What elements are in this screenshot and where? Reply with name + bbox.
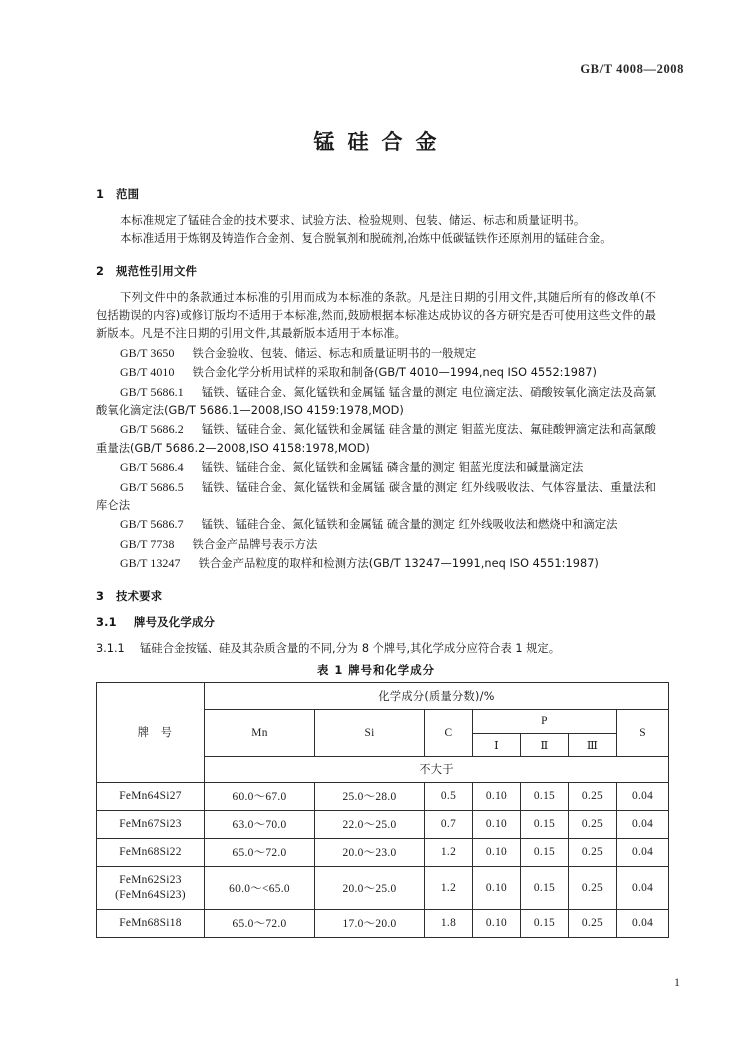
table-header-mn: Mn	[205, 709, 315, 756]
cell-p1: 0.10	[473, 782, 521, 810]
section-title-2: 规范性引用文件	[116, 263, 198, 278]
table-header-p-1: Ⅰ	[473, 733, 521, 756]
cell-grade	[97, 866, 205, 909]
cell-p2: 0.15	[521, 866, 569, 909]
table-header-p-3: Ⅲ	[569, 733, 617, 756]
section-number-3: 3	[96, 588, 105, 603]
cell-grade: FeMn67Si23	[97, 810, 205, 838]
section-number-2: 2	[96, 263, 105, 278]
section-heading-3-1	[96, 614, 656, 631]
cell-si: 17.0～20.0	[315, 909, 425, 937]
clause-text-3-1-1: 锰硅合金按锰、硅及其杂质含量的不同,分为 8 个牌号,其化学成分应符合表 1 规定。	[140, 641, 561, 655]
cell-c: 1.8	[425, 909, 473, 937]
cell-p1: 0.10	[473, 909, 521, 937]
section-number-3-1: 3.1	[96, 614, 117, 629]
cell-c: 1.2	[425, 838, 473, 866]
section-title-3: 技术要求	[116, 588, 163, 603]
section-number-1: 1	[96, 187, 105, 201]
cell-p1: 0.10	[473, 838, 521, 866]
section-title-3-1: 牌号及化学成分	[134, 614, 216, 629]
cell-grade-primary: FeMn62Si23	[119, 873, 182, 886]
cell-si: 20.0～25.0	[315, 866, 425, 909]
table-row	[97, 810, 669, 838]
section-title-1: 范围	[116, 187, 140, 201]
cell-p3: 0.25	[569, 866, 617, 909]
reference-item	[96, 478, 656, 516]
table-header-composition: 化学成分(质量分数)/%	[205, 682, 669, 709]
document-body	[96, 186, 656, 938]
reference-item	[96, 383, 656, 421]
cell-grade: FeMn68Si22	[97, 838, 205, 866]
cell-mn: 63.0～70.0	[205, 810, 315, 838]
cell-p2: 0.15	[521, 810, 569, 838]
running-header-standard-number: GB/T 4008—2008	[580, 62, 684, 76]
reference-item	[96, 363, 656, 382]
table-row	[97, 838, 669, 866]
cell-mn: 60.0～67.0	[205, 782, 315, 810]
cell-grade: FeMn64Si27	[97, 782, 205, 810]
reference-item	[96, 515, 656, 534]
reference-text: 铁合金化学分析用试样的采取和制备(GB/T 4010—1994,neq ISO 4552:1987)	[192, 366, 597, 380]
cell-p1: 0.10	[473, 866, 521, 909]
table-row	[97, 866, 669, 909]
page-title: 锰硅合金	[313, 130, 450, 154]
cell-mn: 65.0～72.0	[205, 838, 315, 866]
table-row	[97, 782, 669, 810]
table-header-si: Si	[315, 709, 425, 756]
reference-item	[96, 554, 656, 573]
table-row	[97, 909, 669, 937]
reference-code: GB/T 5686.2	[120, 422, 184, 437]
reference-text: 锰铁、锰硅合金、氮化锰铁和金属锰 碳含量的测定 红外线吸收法、气体容量法、重量法和库仑法	[96, 480, 656, 512]
cell-grade: FeMn68Si18	[97, 909, 205, 937]
cell-si: 25.0～28.0	[315, 782, 425, 810]
cell-s: 0.04	[617, 838, 669, 866]
cell-p3: 0.25	[569, 909, 617, 937]
cell-grade-alternate: (FeMn64Si23)	[115, 888, 186, 901]
table-header-c: C	[425, 709, 473, 756]
reference-text: 锰铁、锰硅合金、氮化锰铁和金属锰 硅含量的测定 钼蓝光度法、氟硅酸钾滴定法和高氯酸重量法(GB/T 5686.2—2008,ISO 4158:1978,MOD)	[96, 423, 656, 455]
section-1-paragraph-1: 本标准规定了锰硅合金的技术要求、试验方法、检验规则、包装、储运、标志和质量证明书。	[120, 214, 586, 228]
section-2-intro: 下列文件中的条款通过本标准的引用而成为本标准的条款。凡是注日期的引用文件,其随后所有的修改单(不包括勘误的内容)或修订版均不适用于本标准,然而,鼓励根据本标准达成协议的各方研究是否可使用这些文件的最新版本。凡是不注日期的引用文件,其最新版本适用于本标准。	[96, 290, 656, 341]
cell-c: 0.7	[425, 810, 473, 838]
section-1-paragraph-2: 本标准适用于炼钢及铸造作合金剂、复合脱氧剂和脱硫剂,冶炼中低碳锰铁作还原剂用的锰硅合金。	[120, 232, 612, 246]
cell-s: 0.04	[617, 810, 669, 838]
reference-text: 锰铁、锰硅合金、氮化锰铁和金属锰 硫含量的测定 红外线吸收法和燃烧中和滴定法	[201, 518, 618, 532]
cell-p3: 0.25	[569, 810, 617, 838]
table-1-caption: 表 1 牌号和化学成分	[317, 662, 435, 677]
cell-p3: 0.25	[569, 782, 617, 810]
reference-code: GB/T 5686.4	[120, 460, 184, 475]
reference-item	[96, 458, 656, 477]
section-heading-1	[96, 186, 656, 203]
reference-item	[96, 344, 656, 363]
cell-c: 1.2	[425, 866, 473, 909]
reference-code: GB/T 7738	[120, 536, 175, 551]
section-heading-2	[96, 263, 656, 280]
section-heading-3	[96, 588, 656, 605]
cell-s: 0.04	[617, 866, 669, 909]
clause-number-3-1-1: 3.1.1	[96, 641, 125, 655]
cell-p2: 0.15	[521, 838, 569, 866]
table-header-limit: 不大于	[205, 756, 669, 782]
reference-code: GB/T 5686.1	[120, 384, 184, 399]
reference-item	[96, 420, 656, 458]
reference-code: GB/T 4010	[120, 365, 175, 380]
cell-p3: 0.25	[569, 838, 617, 866]
clause-3-1-1	[96, 640, 656, 658]
reference-item	[96, 535, 656, 554]
page-number: 1	[674, 975, 680, 989]
cell-si: 22.0～25.0	[315, 810, 425, 838]
reference-text: 锰铁、锰硅合金、氮化锰铁和金属锰 磷含量的测定 钼蓝光度法和碱量滴定法	[201, 461, 584, 475]
reference-text: 锰铁、锰硅合金、氮化锰铁和金属锰 锰含量的测定 电位滴定法、硝酸铵氧化滴定法及高氯酸氧化滴定法(GB/T 5686.1—2008,ISO 4159:1978,MOD)	[96, 385, 656, 417]
normative-references-list	[96, 344, 656, 574]
cell-p1: 0.10	[473, 810, 521, 838]
table-header-p: P	[473, 709, 617, 733]
cell-p2: 0.15	[521, 909, 569, 937]
cell-mn: 60.0～<65.0	[205, 866, 315, 909]
reference-text: 铁合金产品粒度的取样和检测方法(GB/T 13247—1991,neq ISO 4551:1987)	[198, 557, 599, 571]
cell-c: 0.5	[425, 782, 473, 810]
reference-code: GB/T 5686.7	[120, 517, 184, 532]
cell-p2: 0.15	[521, 782, 569, 810]
cell-s: 0.04	[617, 909, 669, 937]
cell-mn: 65.0～72.0	[205, 909, 315, 937]
table-header-s: S	[617, 709, 669, 756]
reference-text: 铁合金验收、包装、储运、标志和质量证明书的一般规定	[192, 346, 477, 360]
cell-s: 0.04	[617, 782, 669, 810]
reference-text: 铁合金产品牌号表示方法	[192, 537, 318, 551]
cell-si: 20.0～23.0	[315, 838, 425, 866]
reference-code: GB/T 13247	[120, 556, 181, 571]
table-1-composition	[96, 682, 669, 938]
table-header-brand: 牌 号	[97, 682, 205, 782]
reference-code: GB/T 3650	[120, 345, 175, 360]
table-header-p-2: Ⅱ	[521, 733, 569, 756]
reference-code: GB/T 5686.5	[120, 479, 184, 494]
